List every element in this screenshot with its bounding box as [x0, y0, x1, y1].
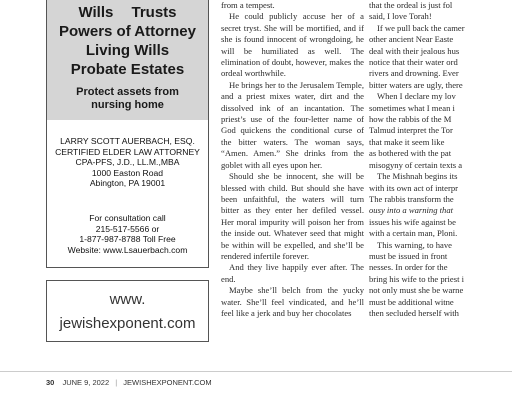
article-line: issues his wife against be: [369, 216, 456, 227]
attorney-title: CERTIFIED ELDER LAW ATTORNEY: [55, 146, 200, 157]
phone-local: 215-517-5566 or: [95, 223, 160, 234]
attorney-credentials: CPA-PFS, J.D., LL.M.,MBA: [75, 157, 180, 167]
article-line: as bothered with the pat: [369, 148, 452, 159]
article-paragraph: He brings her to the Jerusalem Temple, and a priest mixes water, dirt and the dissolved ink of an incantation. The priest’s use of the four-letter name of God quickens the conditional curse of the bitter waters. The woman says, “Amen. Amen.” She drinks from the goblet with all eyes upon her.: [221, 79, 364, 170]
services-panel: [47, 0, 208, 120]
article-line: other ancient Near Easte: [369, 34, 454, 45]
article-line: notice that their water ord: [369, 57, 458, 68]
protect-line: nursing home: [91, 99, 164, 111]
website-text: Website: www.Lsauerbach.com: [67, 244, 188, 255]
consult-line: For consultation call: [89, 213, 166, 223]
article-line: deal with their jealous hus: [369, 45, 460, 56]
attorney-name: LARRY SCOTT AUERBACH, ESQ.: [60, 136, 195, 146]
service-powers-of-attorney: Powers of Attorney: [59, 23, 196, 40]
article-line: misogyny of certain texts a: [369, 159, 463, 170]
article-paragraph: Maybe she’ll belch from the yucky water. She’ll feel vindicated, and he’ll feel like a jerk and buy her chocolates: [221, 285, 364, 318]
article-line: said, I love Torah!: [369, 11, 432, 22]
article-line: rivers and drowning. Ever: [369, 68, 459, 79]
article-line: ousy into a warning that: [369, 205, 454, 216]
law-office-ad: [46, 0, 209, 268]
article-paragraph: And they live happily ever after. The end.: [221, 262, 364, 284]
article-line: sometimes what I mean i: [369, 102, 455, 113]
article-line: If we pull back the camer: [377, 22, 465, 33]
footer-site[interactable]: JEWISHEXPONENT.COM: [123, 378, 212, 387]
site-ad-line2: jewishexponent.com: [59, 315, 196, 332]
service-living-wills: Living Wills: [85, 42, 170, 59]
article-line: bitter waters are ugly, there: [369, 79, 463, 90]
article-line: must be issued in front: [369, 250, 448, 261]
article-paragraph: Should she be innocent, she will be blessed with child. But should she have been unfaithful, the waters will turn bitter as they enter her defiled vessel. Her moral impurity will poison her from the inside out. Whatever seed that might be within will be expelled, and she’ll be rendered infertile forever.: [221, 171, 364, 261]
protect-assets-text: [47, 86, 208, 112]
article-line: then secluded herself with: [369, 307, 459, 318]
attorney-contact: [47, 136, 208, 189]
protect-line: Protect assets from: [76, 86, 179, 98]
article-line: not only must she be warne: [369, 285, 464, 296]
article-line: The rabbis transform the: [369, 193, 454, 204]
site-ad-line1: www.: [109, 291, 146, 308]
article-column-left: [221, 0, 364, 344]
footer-divider: [0, 371, 512, 372]
article-line: how the rabbis of the M: [369, 114, 452, 125]
article-line: with a certain man, Ploni.: [369, 228, 458, 239]
address-city: Abington, PA 19001: [89, 178, 166, 188]
article-line: The Mishnah begins its: [377, 171, 458, 182]
phone-toll-free: 1-877-987-8788 Toll Free: [79, 234, 176, 244]
footer-separator: |: [115, 378, 118, 387]
article-line: bring his wife to the priest i: [369, 273, 464, 284]
article-line: nesses. In order for the: [369, 262, 448, 273]
article-line: that make it seem like: [369, 136, 445, 147]
consultation-info: [47, 213, 208, 255]
article-line: Talmud interpret the Tor: [369, 125, 453, 136]
article-line: with its own act of interpr: [369, 182, 459, 193]
article-paragraph: from a tempest.: [221, 0, 275, 10]
page-footer: [46, 378, 212, 387]
page-number: 30: [46, 378, 55, 387]
article-column-right: [369, 0, 512, 344]
article-line: When I declare my lov: [377, 91, 456, 102]
site-ad[interactable]: [46, 280, 209, 342]
article-line: must be additional witne: [369, 296, 454, 307]
address-street: 1000 Easton Road: [91, 167, 164, 178]
article-line: that the ordeal is just fol: [369, 0, 453, 10]
issue-date: JUNE 9, 2022: [62, 378, 110, 387]
article-paragraph: He could publicly accuse her of a secret tryst. She will be mortified, and if she is found innocent of wrongdoing, he will be humiliated as well. The elimination of doubt, however, makes the ordeal worthwhile.: [221, 11, 364, 79]
service-probate-estates: Probate Estates: [70, 61, 185, 78]
service-wills-trusts: Wills Trusts: [78, 4, 177, 21]
article-line: This warning, to have: [377, 239, 452, 250]
